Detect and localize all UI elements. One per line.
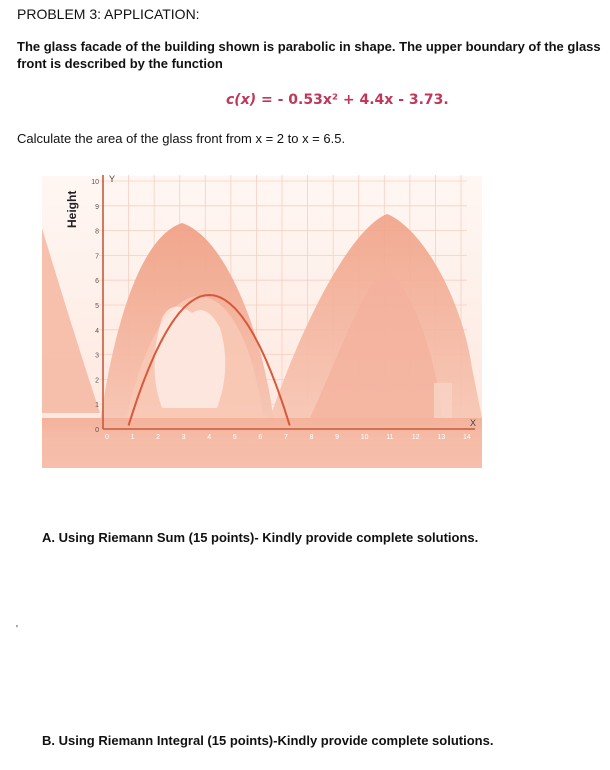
y-tick-label: 5 bbox=[95, 303, 99, 310]
problem-heading: PROBLEM 3: APPLICATION: bbox=[17, 6, 200, 22]
y-tick-label: 1 bbox=[95, 402, 99, 410]
y-tick-label: 4 bbox=[95, 327, 99, 335]
tree-silhouette bbox=[155, 307, 226, 408]
y-tick-label: 3 bbox=[95, 352, 99, 360]
x-tick-label: 5 bbox=[232, 434, 237, 441]
x-tick-label: 9 bbox=[335, 434, 340, 441]
description-line-1: The glass facade of the building shown is parabolic in shape. The upper boundary of the glass bbox=[17, 39, 601, 54]
question-b: B. Using Riemann Integral (15 points)-Kindly provide complete solutions. bbox=[42, 733, 494, 748]
description-line-2: front is described by the function bbox=[17, 56, 223, 71]
problem-description bbox=[17, 38, 610, 72]
function-formula bbox=[226, 92, 449, 108]
formula-lhs: c(x) bbox=[226, 92, 257, 108]
x-tick-label: 14 bbox=[463, 434, 471, 441]
x-tick-label: 3 bbox=[181, 434, 186, 441]
y-tick-label: 2 bbox=[95, 377, 99, 385]
y-tick-label: 0 bbox=[95, 427, 99, 434]
question-a: A. Using Riemann Sum (15 points)- Kindly provide complete solutions. bbox=[42, 530, 479, 545]
x-axis-letter: X bbox=[470, 418, 477, 428]
x-tick-label: 0 bbox=[105, 434, 109, 441]
x-tick-label: 8 bbox=[309, 434, 314, 441]
facade-chart bbox=[42, 168, 490, 478]
x-tick-label: 4 bbox=[207, 434, 212, 441]
x-tick-label: 2 bbox=[156, 434, 161, 441]
y-tick-label: 7 bbox=[95, 253, 99, 261]
x-tick-label: 6 bbox=[258, 434, 263, 441]
y-tick-label: 9 bbox=[95, 203, 99, 211]
x-tick-label: 11 bbox=[386, 434, 394, 441]
y-tick-label: 10 bbox=[91, 179, 99, 186]
x-tick-label: 13 bbox=[437, 434, 446, 441]
x-tick-label: 1 bbox=[130, 434, 135, 441]
tower-building bbox=[434, 383, 452, 418]
x-tick-label: 7 bbox=[284, 434, 288, 441]
y-axis-title: Height bbox=[65, 190, 79, 228]
x-tick-label: 10 bbox=[360, 434, 369, 441]
water-reflection bbox=[42, 443, 482, 468]
y-axis-letter: Y bbox=[109, 174, 116, 184]
stray-mark: ' bbox=[16, 624, 18, 635]
formula-rhs: = - 0.53x² + 4.4x - 3.73. bbox=[256, 92, 449, 108]
y-tick-label: 8 bbox=[95, 228, 99, 236]
x-tick-label: 12 bbox=[411, 434, 420, 441]
facade-figure bbox=[42, 168, 490, 478]
y-tick-label: 6 bbox=[95, 278, 99, 286]
task-statement: Calculate the area of the glass front from x = 2 to x = 6.5. bbox=[17, 131, 346, 146]
